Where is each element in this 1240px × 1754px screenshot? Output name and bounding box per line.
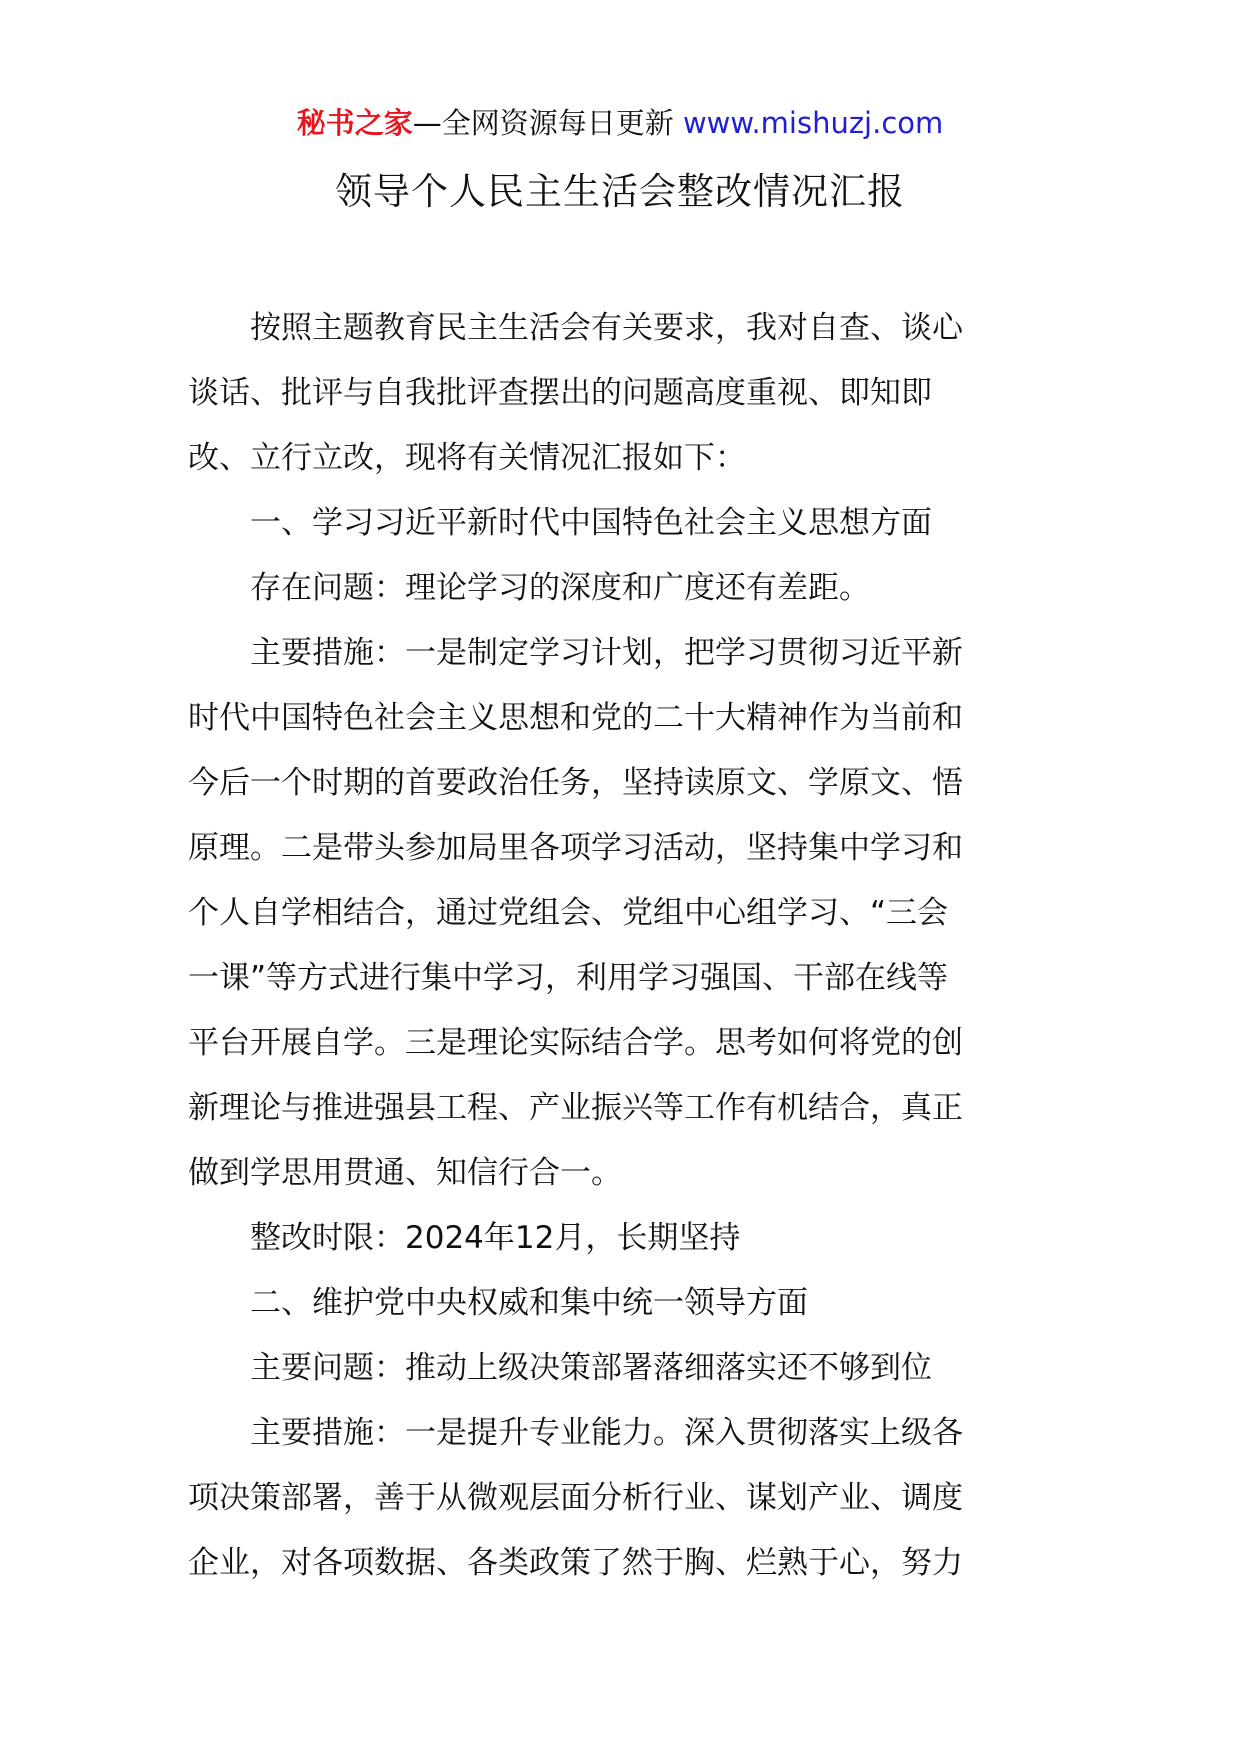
header-slogan: —全网资源每日更新: [412, 106, 674, 140]
measures-line-2: 时代中国特色社会主义思想和党的二十大精神作为当前和: [188, 700, 963, 736]
deadline-line: 整改时限：2024年12月，长期坚持: [250, 1220, 741, 1256]
problem-line-1: 存在问题：理论学习的深度和广度还有差距。: [250, 570, 870, 606]
intro-line-1: 按照主题教育民主生活会有关要求，我对自查、谈心: [250, 310, 963, 346]
measures-line-1: 主要措施：一是制定学习计划，把学习贯彻习近平新: [250, 635, 963, 671]
document-body: [188, 296, 1058, 1596]
measures-line-9: 做到学思用贯通、知信行合一。: [188, 1155, 622, 1191]
brand-name: 秘书之家: [296, 106, 413, 140]
problem-line-2: 主要问题：推动上级决策部署落细落实还不够到位: [250, 1350, 932, 1386]
measures-line-4: 原理。二是带头参加局里各项学习活动，坚持集中学习和: [188, 830, 963, 866]
site-url[interactable]: www.mishuzj.com: [682, 106, 944, 140]
intro-line-2: 谈话、批评与自我批评查摆出的问题高度重视、即知即: [188, 375, 932, 411]
measures-line-8: 新理论与推进强县工程、产业振兴等工作有机结合，真正: [188, 1090, 963, 1126]
document-title: 领导个人民主生活会整改情况汇报: [335, 170, 905, 213]
intro-line-3: 改、立行立改，现将有关情况汇报如下：: [188, 440, 746, 476]
section-heading-2: 二、维护党中央权威和集中统一领导方面: [250, 1285, 808, 1321]
section-heading-1: 一、学习习近平新时代中国特色社会主义思想方面: [250, 505, 932, 541]
measures2-line-1: 主要措施：一是提升专业能力。深入贯彻落实上级各: [250, 1415, 963, 1451]
measures2-line-3: 企业，对各项数据、各类政策了然于胸、烂熟于心，努力: [188, 1545, 963, 1581]
measures-line-5: 个人自学相结合，通过党组会、党组中心组学习、“三会: [188, 895, 949, 931]
site-header: [0, 103, 1240, 143]
measures-line-3: 今后一个时期的首要政治任务，坚持读原文、学原文、悟: [188, 765, 963, 801]
measures-line-7: 平台开展自学。三是理论实际结合学。思考如何将党的创: [188, 1025, 963, 1061]
measures-line-6: 一课”等方式进行集中学习，利用学习强国、干部在线等: [188, 960, 949, 996]
measures2-line-2: 项决策部署，善于从微观层面分析行业、谋划产业、调度: [188, 1480, 963, 1516]
